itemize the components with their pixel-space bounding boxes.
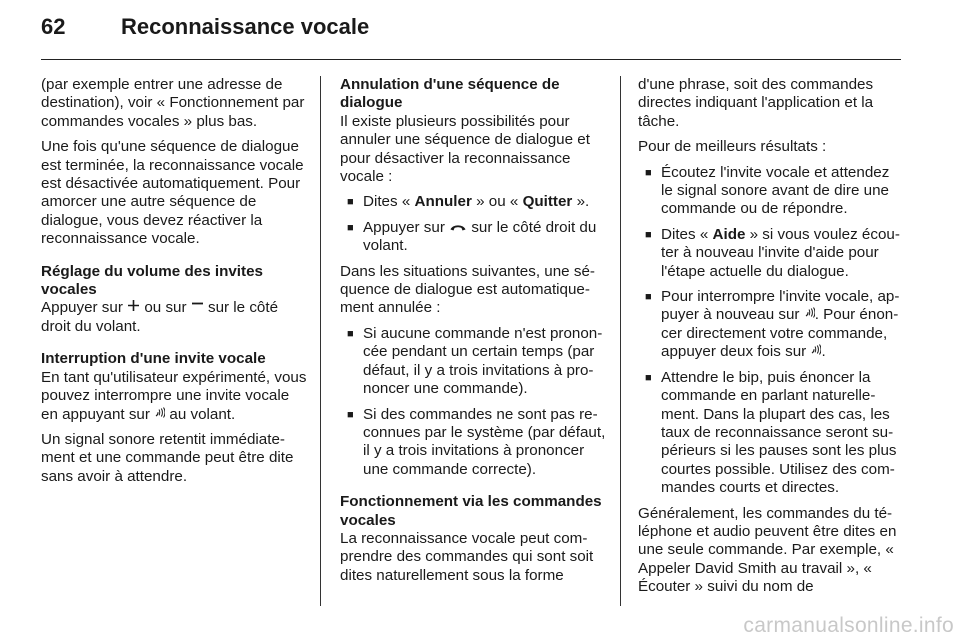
- paragraph-annulation-intro: Il existe plusieurs possibilités pour annuler une séquence de dialogue et pour désactiver la reconnaissance vocale :: [340, 112, 590, 186]
- voice-recognition-icon: [154, 406, 165, 424]
- list-item: ■ Si des commandes ne sont pas reconnues par le système (par défaut, il y a trois invitations à prononcer une commande correcte).: [340, 406, 608, 480]
- paragraph-continuation: d'une phrase, soit des commandes directes indiquant l'application et la tâche.: [638, 76, 874, 130]
- column-3: [638, 76, 904, 604]
- plus-icon: [127, 299, 140, 317]
- paragraph-volume: Appuyer sur ou sur sur le côté droit du volant.: [41, 299, 279, 335]
- paragraph-fonctionnement: La reconnaissance vocale peut comprendre des commandes qui sont soit dites naturellement sous la forme: [340, 529, 594, 584]
- paragraph-dialogue-end: Une fois qu'une séquence de dialogue est terminée, la reconnaissance vocale est désactivée automatiquement. Pour amorcer une autre séquence de dialogue, vous devez réactiver la reconnaissance vocale.: [41, 138, 304, 248]
- tips-list: [638, 164, 904, 498]
- minus-icon: [191, 299, 204, 317]
- list-item: ■ Dites « Annuler » ou « Quitter ».: [340, 193, 608, 211]
- paragraph-best-results: Pour de meilleurs résultats :: [638, 138, 827, 156]
- page-number: 62: [41, 14, 66, 39]
- heading-annulation: Annulation d'une séquence de dialogue: [340, 76, 560, 112]
- column-1: [41, 76, 309, 493]
- cancel-options-list: [340, 193, 608, 255]
- list-item: ■ Appuyer sur sur le côté droit du volant.: [340, 219, 608, 256]
- voice-recognition-icon: [810, 343, 821, 361]
- watermark: carmanualsonline.info: [743, 614, 954, 637]
- heading-interruption: Interruption d'une invite vocale: [41, 350, 266, 368]
- heading-fonctionnement: Fonctionnement via les commandes vocales: [340, 493, 602, 529]
- list-item: ■ Si aucune commande n'est prononcée pendant un certain temps (par défaut, il y a trois invitations à prononcer une commande).: [340, 325, 608, 399]
- column-divider-1: [320, 76, 321, 606]
- column-2: [340, 76, 608, 592]
- paragraph-general: Généralement, les commandes du téléphone et audio peuvent être dites en une seule commande. Par exemple, « Appeler David Smith au travail », « Écouter » suivi du nom de: [638, 504, 897, 596]
- voice-recognition-icon: [804, 306, 815, 324]
- paragraph-continuation: (par exemple entrer une adresse de destination), voir « Fonctionnement par commandes vocales » plus bas.: [41, 76, 305, 130]
- paragraph-situations: Dans les situations suivantes, une séquence de dialogue est automatiquement annulée :: [340, 262, 595, 317]
- header-rule: [41, 59, 901, 60]
- paragraph-interruption: En tant qu'utilisateur expérimenté, vous pouvez interrompre une invite vocale en appuyant sur au volant.: [41, 368, 307, 423]
- list-item: ■ Écoutez l'invite vocale et attendez le signal sonore avant de dire une commande ou de répondre.: [638, 164, 904, 219]
- hang-up-icon: [449, 219, 467, 237]
- paragraph-signal: Un signal sonore retentit immédiatement et une commande peut être dite sans avoir à attendre.: [41, 430, 294, 485]
- list-item: ■ Pour interrompre l'invite vocale, appuyer à nouveau sur . Pour énoncer directement votre commande, appuyer deux fois sur .: [638, 288, 904, 362]
- list-item: ■ Attendre le bip, puis énoncer la commande en parlant naturellement. Dans la plupart des cas, les taux de reconnaissance seront supérieurs si les pauses sont les plus courtes possible. Utilisez des commandes courts et directes.: [638, 369, 904, 498]
- heading-volume: Réglage du volume des invites vocales: [41, 262, 263, 299]
- page-title: Reconnaissance vocale: [121, 14, 370, 39]
- auto-cancel-list: [340, 325, 608, 479]
- column-divider-2: [620, 76, 621, 606]
- list-item: ■ Dites « Aide » si vous voulez écouter à nouveau l'invite d'aide pour l'étape actuelle du dialogue.: [638, 226, 904, 281]
